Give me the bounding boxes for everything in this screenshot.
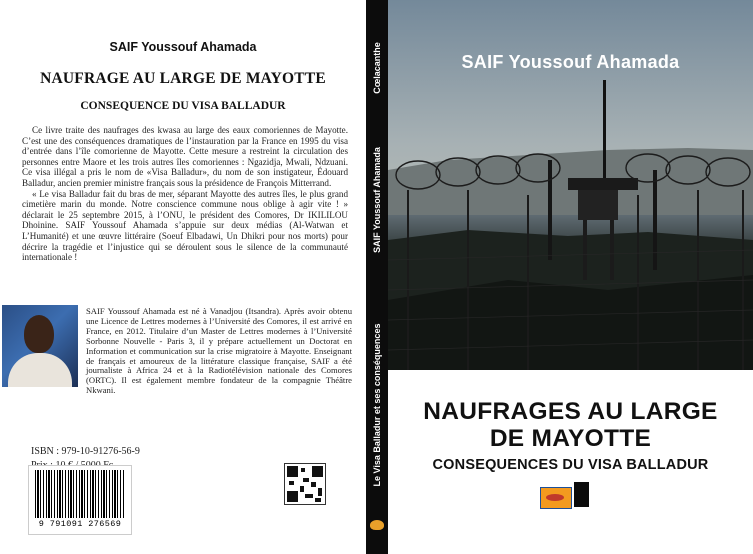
publisher-logo-icon [540,487,572,509]
back-summary [22,125,348,263]
back-cover [0,0,366,554]
front-subtitle: CONSEQUENCES DU VISA BALLADUR [432,457,709,473]
back-author-name: SAIF Youssouf Ahamada [109,40,257,54]
spine-publisher: Cœlacanthe [372,42,382,94]
front-title-line: DE MAYOTTE [489,425,652,452]
barcode-number: 9 791091 276569 [38,519,122,529]
back-subtitle: CONSEQUENCE DU VISA BALLADUR [80,100,286,112]
book-spine [366,0,388,554]
spine-author: SAIF Youssouf Ahamada [372,147,382,253]
front-title-line: NAUFRAGES AU LARGE [423,398,718,425]
qr-code-icon [284,463,326,505]
front-author-name: SAIF Youssouf Ahamada [461,52,680,72]
summary-paragraph: « Le visa Balladur fait du bras de mer, séparant Mayotte des autres îles, le plus grand cimetière marin du monde. Notre conscience commune nous oblige à agir vite ! » déclarait le 25 septembre 2015, à l’ONU, le président des Comores, Dr IKILILOU Dhoinine. SAIF Youssouf Ahamada s’appuie sur deux médias (Al-Watwan et L’Humanité) et une œuvre littéraire (Soeuf Elbadawi, Un Dhikri pour nos morts) pour décrire la tragédie et l’injustice qui se déroulent sous le silence de la communauté internationale ! [22,188,348,263]
cover-photo-radar-fence [388,0,753,370]
front-cover [388,0,753,554]
spine-title: Le Visa Balladur et ses conséquences [372,323,382,487]
barcode [28,465,132,535]
back-title: NAUFRAGE AU LARGE DE MAYOTTE [40,70,326,87]
author-bio: SAIF Youssouf Ahamada est né à Vanadjou (Itsandra). Après avoir obtenu une Licence de Lettres modernes à l’Université des Comores, il est arrivé en France, en 2012. Titulaire d’un Master de Lettres modernes à l’Université Sorbonne Nouvelle - Paris 3, il y prépare actuellement un Doctorat en Information et communication sur la crise migratoire à Mayotte. Enseignant de français et amoureux de la littérature classique française, SAIF a été journaliste à Africa 24 et à la Radiotélévision nationale des Comores (ORTC). Il est également membre fondateur de la compagnie Théâtre Nkwani. [86,306,352,396]
summary-paragraph: Ce livre traite des naufrages des kwasa au large des eaux comoriennes de Mayotte. C’est une des conséquences dramatiques de l’instauration par la France en 1995 du visa d’entrée dans l’île comorienne de Mayotte. Cette mesure a restreint la circulation des personnes entre Maore et les trois autres îles comoriennes : Ngazidja, Mwali, Ndzuani. Ce visa illégal a pris le nom de «Visa Balladur», du nom de son instigateur, Édouard Balladur, ancien premier ministre français sous la présidence de François Mitterrand. [22,125,348,188]
collection-logo-icon [574,482,589,507]
isbn-text: ISBN : 979-10-91276-56-9 [31,446,140,457]
barcode-bars [35,470,125,518]
publisher-fish-icon [370,520,384,530]
front-title [388,398,753,452]
author-photo [2,305,78,387]
